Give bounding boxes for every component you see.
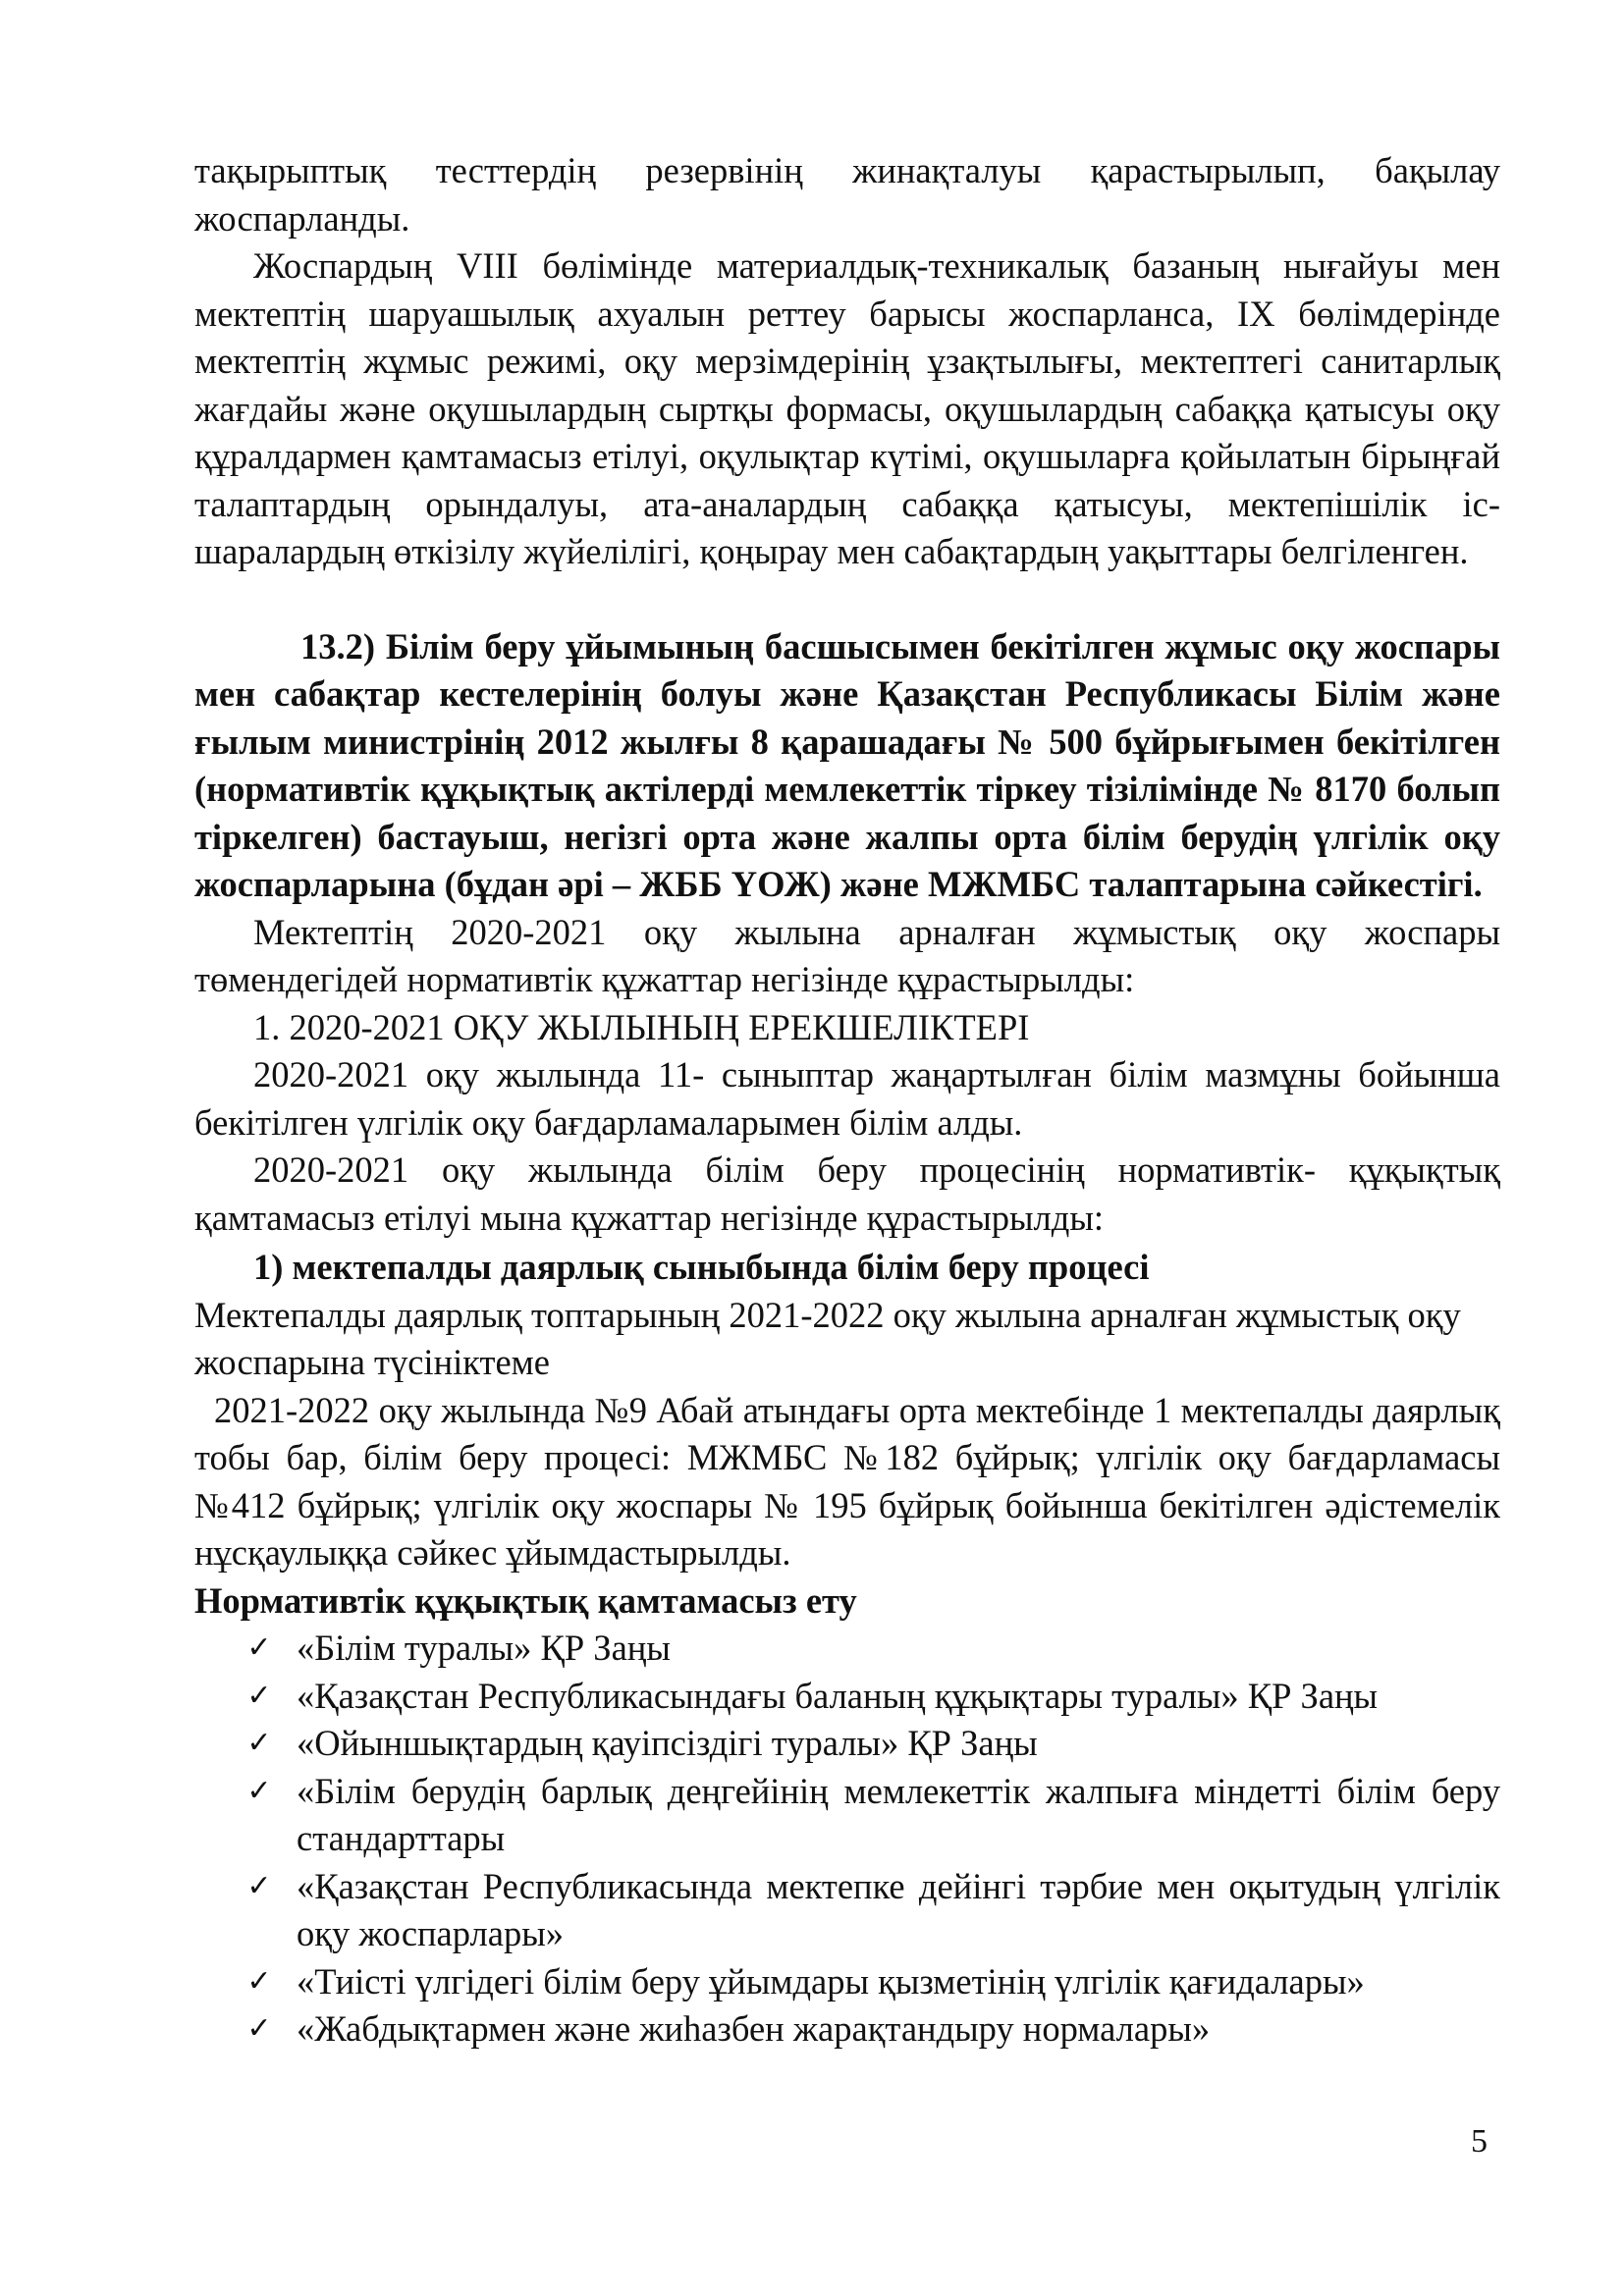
list-item <box>194 1958 1500 2006</box>
paragraph-normative-support: 2020-2021 оқу жылында білім беру процесінің нормативтік- құқықтық қамтамасыз етілуі мына құжаттар негізінде құрастырылды: <box>194 1149 1500 1238</box>
check-mark-icon: ✓ <box>246 1726 272 1760</box>
list-item-text: «Білім туралы» ҚР Заңы <box>297 1628 671 1668</box>
paragraph-plan-sections: Жоспардың VIII бөлімінде материалдық-техникалық базаның нығайуы мен мектептің шаруашылық ахуалын реттеу барысы жоспарланса, IX бөлімдерінде мектептің жұмыс режимі, оқу мерзімдерінің ұзақтылығы, мектептегі санитарлық жағдайы және оқушылардың сыртқы формасы, оқушылардың сабаққа қатысуы оқу құралдармен қамтамасыз етілуі, оқулықтар күтімі, оқушыларға қойылатын бірыңғай талаптардың орындалуы, ата-аналардың сабаққа қатысуы, мектепішілік іс-шаралардың өткізілу жүйелілігі, қоңырау мен сабақтардың уақыттары белгіленген. <box>194 245 1500 571</box>
check-mark-icon: ✓ <box>246 2011 272 2046</box>
paragraph-grade-11: 2020-2021 оқу жылында 11- сыныптар жаңартылған білім мазмұны бойынша бекітілген үлгілік оқу бағдарламаларымен білім алды. <box>194 1054 1500 1143</box>
list-item <box>194 2005 1500 2054</box>
check-mark-icon: ✓ <box>246 1773 272 1808</box>
page-number: 5 <box>1471 2123 1488 2160</box>
list-item-text: «Жабдықтармен және жиһазбен жарақтандыру нормалары» <box>297 2008 1211 2049</box>
list-item <box>194 1673 1500 1721</box>
normative-documents-list <box>194 1625 1500 2054</box>
section-heading-13-2: 13.2) Білім беру ұйымының басшысымен бекітілген жұмыс оқу жоспары мен сабақтар кестелерінің болуы және Қазақстан Республикасы Білім және ғылым министрінің 2012 жылғы 8 қарашадағы № 500 бұйрығымен бекітілген (нормативтік құқықтық актілерді мемлекеттік тіркеу тізілімінде № 8170 болып тіркелген) бастауыш, негізгі орта және жалпы орта білім берудің үлгілік оқу жоспарларына (бұдан әрі – ЖББ ҮОЖ) және МЖМБС талаптарына сәйкестігі. <box>194 625 1500 904</box>
document-page <box>194 147 1500 2054</box>
list-item-text: «Қазақстан Республикасындағы баланың құқықтары туралы» ҚР Заңы <box>297 1675 1379 1716</box>
list-item-text: «Тиісті үлгідегі білім беру ұйымдары қызметінің үлгілік қағидалары» <box>297 1960 1365 2002</box>
list-item <box>194 1863 1500 1958</box>
check-mark-icon: ✓ <box>246 1630 272 1665</box>
check-mark-icon: ✓ <box>246 1868 272 1903</box>
list-item <box>194 1625 1500 1673</box>
check-mark-icon: ✓ <box>246 1963 272 1999</box>
paragraph-preschool-process: 2021-2022 оқу жылында №9 Абай атындағы орта мектебінде 1 мектепалды даярлық тобы бар, білім беру процесі: МЖМБС №182 бұйрық; үлгілік оқу бағдарламасы №412 бұйрық; үлгілік оқу жоспары № 195 бұйрық бойынша бекітілген әдістемелік нұсқаулыққа сәйкес ұйымдастырылды. <box>194 1389 1500 1573</box>
list-item-text: «Қазақстан Республикасында мектепке дейінгі тәрбие мен оқытудың үлгілік оқу жоспарлары» <box>297 1865 1500 1953</box>
paragraph-preschool-explanation: Мектепалды даярлық топтарының 2021-2022 оқу жылына арналған жұмыстық оқу жоспарына түсініктеме <box>194 1294 1461 1382</box>
list-item <box>194 1720 1500 1768</box>
subheading-year-features: 1. 2020-2021 ОҚУ ЖЫЛЫНЫҢ ЕРЕКШЕЛІКТЕРІ <box>253 1006 1030 1047</box>
list-item <box>194 1768 1500 1863</box>
list-item-text: «Ойыншықтардың қауіпсіздігі туралы» ҚР Заңы <box>297 1723 1038 1763</box>
paragraph-work-plan: Мектептің 2020-2021 оқу жылына арналған жұмыстық оқу жоспары төмендегідей нормативтік құжаттар негізінде құрастырылды: <box>194 911 1500 999</box>
subheading-preschool-class: 1) мектепалды даярлық сыныбында білім беру процесі <box>253 1247 1150 1287</box>
paragraph-continuation: тақырыптық тесттердің резервінің жинақталуы қарастырылып, бақылау жоспарланды. <box>194 150 1500 239</box>
subheading-normative-legal: Нормативтік құқықтық қамтамасыз ету <box>194 1579 857 1621</box>
check-mark-icon: ✓ <box>246 1678 272 1713</box>
list-item-text: «Білім берудің барлық деңгейінің мемлекеттік жалпыға міндетті білім беру стандарттары <box>297 1770 1500 1858</box>
